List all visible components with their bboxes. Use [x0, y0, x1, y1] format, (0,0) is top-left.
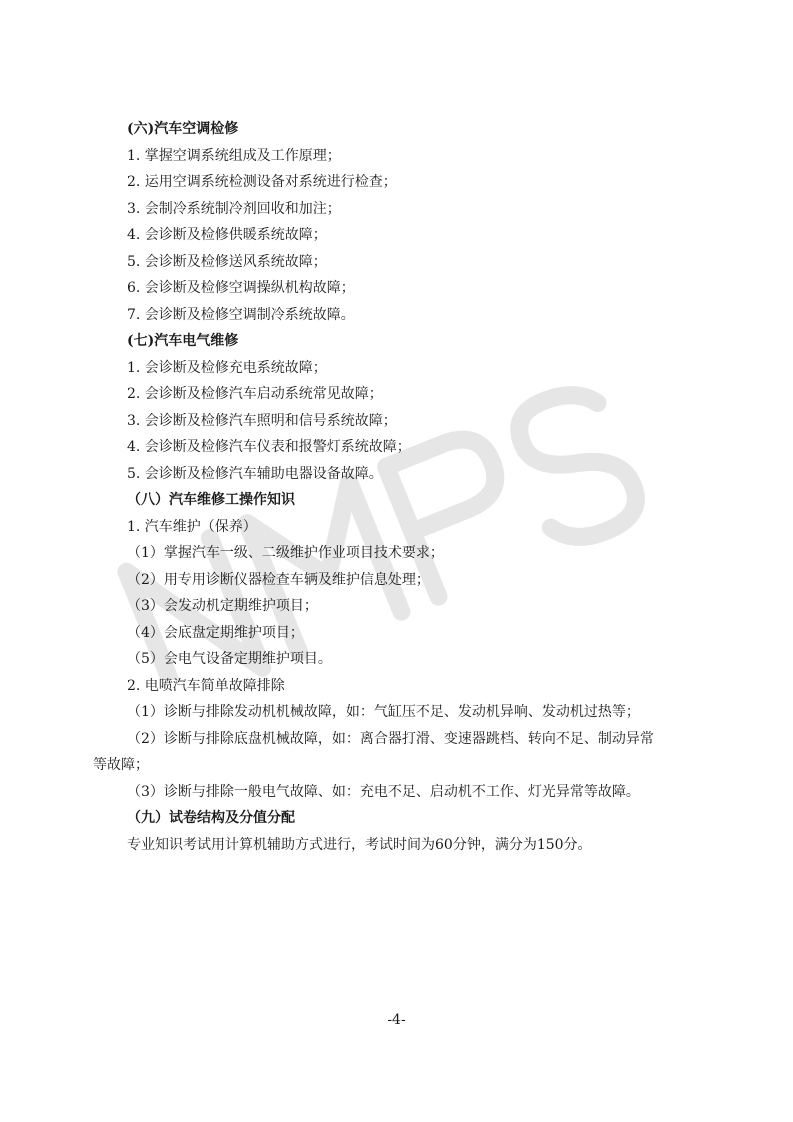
list-item: （3）诊断与排除一般电气故障、如：充电不足、启动机不工作、灯光异常等故障。 [127, 783, 640, 800]
page-number: -4- [387, 1012, 406, 1028]
document-body [93, 116, 715, 858]
list-item: （1）诊断与排除发动机机械故障，如：气缸压不足、发动机异响、发动机过热等； [127, 704, 640, 720]
list-item: （5）会电气设备定期维护项目。 [127, 651, 332, 667]
section-heading-exam-structure: （九）试卷结构及分值分配 [127, 810, 295, 826]
list-item: 1. 会诊断及检修充电系统故障； [127, 359, 327, 376]
list-item: （2）诊断与排除底盘机械故障，如：离合器打滑、变速器跳档、转向不足、制动异常 [127, 730, 654, 747]
list-item: （1）掌握汽车一级、二级维护作业项目技术要求； [127, 545, 444, 561]
section-heading-electrical: (七)汽车电气维修 [127, 333, 239, 349]
list-item: （3）会发动机定期维护项目； [127, 598, 318, 614]
subsection-title-maintenance: 1. 汽车维护（保养） [127, 518, 257, 535]
list-item: 4. 会诊断及检修汽车仪表和报警灯系统故障； [127, 439, 411, 455]
list-item: 3. 会制冷系统制冷剂回收和加注； [127, 200, 341, 217]
list-item: （4）会底盘定期维护项目； [127, 624, 304, 641]
section-heading-ac: (六)汽车空调检修 [127, 121, 239, 137]
list-item: 1. 掌握空调系统组成及工作原理； [127, 147, 341, 164]
section-heading-operation: （八）汽车维修工操作知识 [127, 492, 295, 508]
list-item: 2. 运用空调系统检测设备对系统进行检查； [127, 174, 397, 190]
exam-structure-paragraph: 专业知识考试用计算机辅助方式进行，考试时间为60分钟，满分为150分。 [127, 836, 592, 853]
list-item: 2. 会诊断及检修汽车启动系统常见故障； [127, 386, 383, 402]
list-item: 3. 会诊断及检修汽车照明和信号系统故障； [127, 412, 397, 429]
list-item: 6. 会诊断及检修空调操纵机构故障； [127, 280, 355, 296]
list-item: 5. 会诊断及检修汽车辅助电器设备故障。 [127, 465, 383, 482]
list-item-continuation: 等故障； [93, 757, 149, 773]
list-item: 4. 会诊断及检修供暖系统故障； [127, 227, 327, 243]
subsection-title-troubleshooting: 2. 电喷汽车简单故障排除 [127, 677, 285, 694]
list-item: （2）用专用诊断仪器检查车辆及维护信息处理； [127, 571, 430, 588]
list-item: 5. 会诊断及检修送风系统故障； [127, 253, 327, 270]
list-item: 7. 会诊断及检修空调制冷系统故障。 [127, 306, 355, 323]
